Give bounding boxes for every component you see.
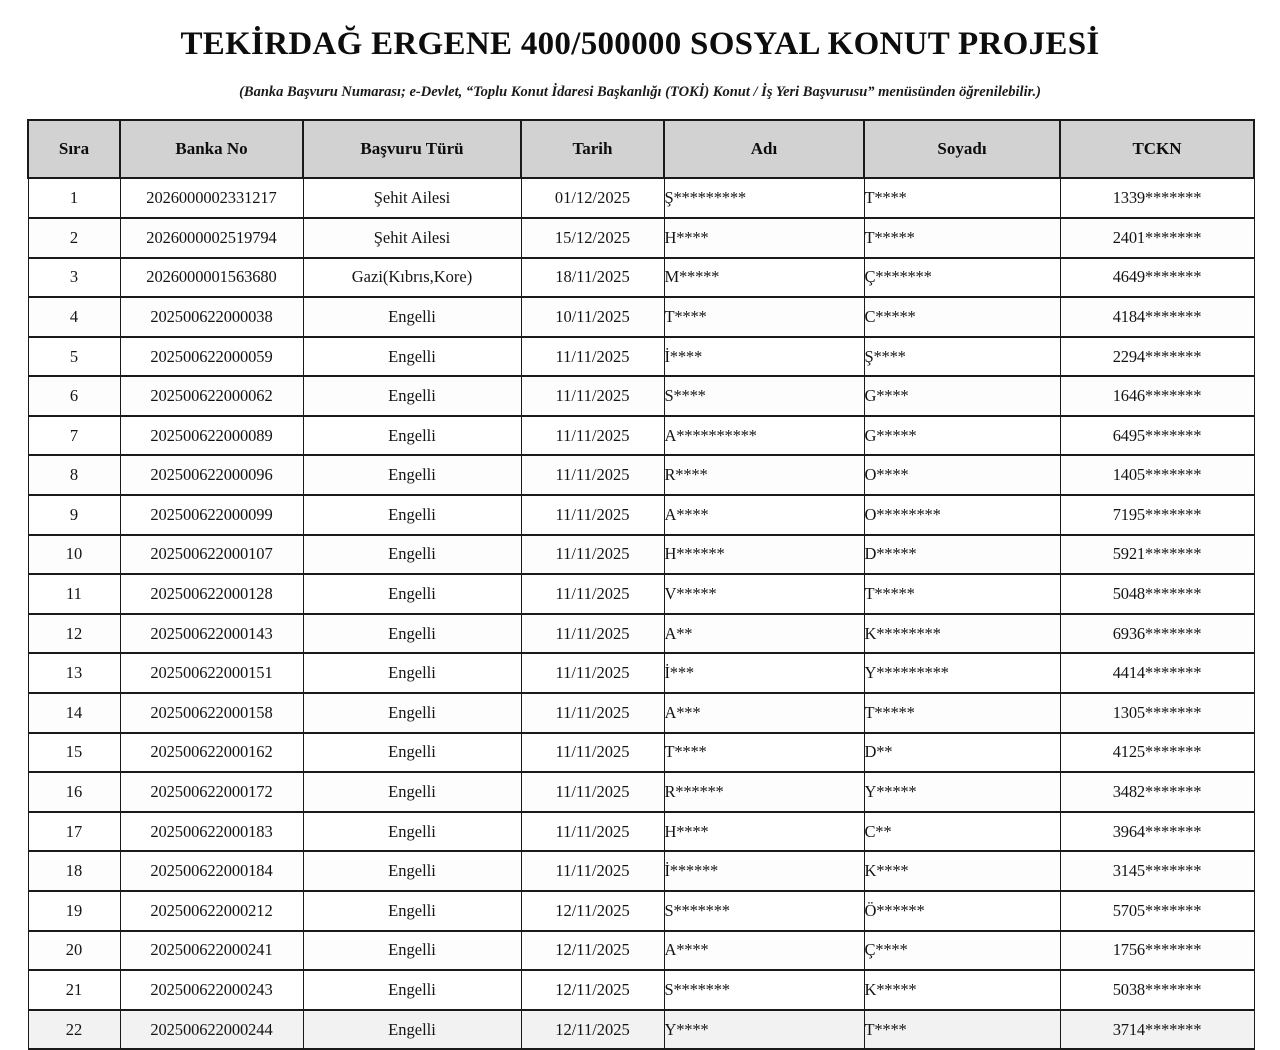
cell-sira: 9 [28,495,120,535]
cell-soyadi: Ç**** [864,931,1060,971]
cell-adi: V***** [664,574,864,614]
applicants-table [27,119,1255,1050]
column-header-soyadi: Soyadı [864,120,1060,178]
table-row [28,535,1254,575]
cell-tur: Engelli [303,574,521,614]
table-row [28,931,1254,971]
cell-tarih: 12/11/2025 [521,1010,664,1050]
cell-tckn: 4184******* [1060,297,1254,337]
cell-tarih: 11/11/2025 [521,337,664,377]
cell-tckn: 1646******* [1060,376,1254,416]
cell-tckn: 2401******* [1060,218,1254,258]
cell-soyadi: G***** [864,416,1060,456]
cell-soyadi: T**** [864,178,1060,218]
cell-tur: Engelli [303,653,521,693]
cell-banka: 202500622000184 [120,851,303,891]
cell-sira: 8 [28,455,120,495]
cell-banka: 2026000002519794 [120,218,303,258]
page-subtitle-note: (Banka Başvuru Numarası; e-Devlet, “Toplu Konut İdaresi Başkanlığı (TOKİ) Konut / İş Yeri Başvurusu” menüsünden öğrenilebilir.) [239,83,1041,100]
cell-tarih: 11/11/2025 [521,574,664,614]
cell-banka: 202500622000183 [120,812,303,852]
cell-sira: 15 [28,733,120,773]
cell-tur: Engelli [303,772,521,812]
cell-tckn: 3145******* [1060,851,1254,891]
cell-tarih: 11/11/2025 [521,653,664,693]
cell-sira: 16 [28,772,120,812]
table-header-row [28,120,1254,178]
cell-tarih: 12/11/2025 [521,891,664,931]
cell-tur: Engelli [303,535,521,575]
cell-soyadi: O**** [864,455,1060,495]
cell-banka: 202500622000107 [120,535,303,575]
cell-soyadi: D***** [864,535,1060,575]
table-row [28,1010,1254,1050]
table-row [28,891,1254,931]
table-row [28,416,1254,456]
cell-tur: Engelli [303,851,521,891]
column-header-sira: Sıra [28,120,120,178]
table-row [28,258,1254,298]
cell-tarih: 12/11/2025 [521,970,664,1010]
cell-sira: 7 [28,416,120,456]
cell-tarih: 10/11/2025 [521,297,664,337]
cell-sira: 13 [28,653,120,693]
table-row [28,218,1254,258]
cell-tur: Şehit Ailesi [303,178,521,218]
table-row [28,812,1254,852]
cell-banka: 202500622000059 [120,337,303,377]
cell-soyadi: C***** [864,297,1060,337]
cell-banka: 202500622000244 [120,1010,303,1050]
cell-adi: S**** [664,376,864,416]
cell-adi: A**** [664,495,864,535]
cell-tckn: 4125******* [1060,733,1254,773]
cell-soyadi: K******** [864,614,1060,654]
cell-soyadi: Ş**** [864,337,1060,377]
cell-tur: Engelli [303,495,521,535]
cell-soyadi: K***** [864,970,1060,1010]
cell-adi: H****** [664,535,864,575]
cell-banka: 202500622000143 [120,614,303,654]
cell-banka: 202500622000241 [120,931,303,971]
cell-tarih: 18/11/2025 [521,258,664,298]
cell-soyadi: O******** [864,495,1060,535]
column-header-adi: Adı [664,120,864,178]
cell-adi: T**** [664,733,864,773]
cell-tckn: 1756******* [1060,931,1254,971]
cell-adi: H**** [664,218,864,258]
cell-soyadi: Ç******* [864,258,1060,298]
cell-tur: Şehit Ailesi [303,218,521,258]
cell-adi: R****** [664,772,864,812]
page-title: TEKİRDAĞ ERGENE 400/500000 SOSYAL KONUT PROJESİ [180,26,1100,62]
cell-tckn: 4414******* [1060,653,1254,693]
cell-tur: Engelli [303,416,521,456]
cell-tckn: 5038******* [1060,970,1254,1010]
cell-tarih: 11/11/2025 [521,812,664,852]
cell-tarih: 11/11/2025 [521,851,664,891]
cell-adi: A** [664,614,864,654]
cell-tur: Engelli [303,891,521,931]
cell-banka: 202500622000162 [120,733,303,773]
cell-sira: 3 [28,258,120,298]
cell-adi: İ**** [664,337,864,377]
cell-tarih: 11/11/2025 [521,614,664,654]
cell-soyadi: T***** [864,218,1060,258]
cell-banka: 2026000002331217 [120,178,303,218]
cell-adi: S******* [664,891,864,931]
cell-tckn: 6936******* [1060,614,1254,654]
cell-tarih: 12/11/2025 [521,931,664,971]
cell-adi: T**** [664,297,864,337]
table-row [28,733,1254,773]
cell-tarih: 01/12/2025 [521,178,664,218]
cell-tarih: 11/11/2025 [521,495,664,535]
cell-sira: 18 [28,851,120,891]
cell-soyadi: K**** [864,851,1060,891]
cell-tckn: 3964******* [1060,812,1254,852]
cell-adi: A********** [664,416,864,456]
cell-banka: 2026000001563680 [120,258,303,298]
cell-tur: Engelli [303,376,521,416]
cell-soyadi: Y********* [864,653,1060,693]
cell-tur: Engelli [303,337,521,377]
cell-tur: Engelli [303,931,521,971]
cell-banka: 202500622000089 [120,416,303,456]
cell-adi: Y**** [664,1010,864,1050]
column-header-tarih: Tarih [521,120,664,178]
column-header-tckn: TCKN [1060,120,1254,178]
cell-tur: Engelli [303,733,521,773]
cell-adi: Ş********* [664,178,864,218]
table-row [28,970,1254,1010]
cell-sira: 11 [28,574,120,614]
table-row [28,495,1254,535]
cell-tckn: 6495******* [1060,416,1254,456]
cell-tckn: 2294******* [1060,337,1254,377]
cell-tarih: 11/11/2025 [521,693,664,733]
cell-adi: H**** [664,812,864,852]
cell-tur: Gazi(Kıbrıs,Kore) [303,258,521,298]
cell-sira: 10 [28,535,120,575]
cell-tckn: 3714******* [1060,1010,1254,1050]
cell-adi: A*** [664,693,864,733]
cell-tarih: 11/11/2025 [521,772,664,812]
cell-adi: M***** [664,258,864,298]
cell-soyadi: Ö****** [864,891,1060,931]
table-row [28,693,1254,733]
table-row [28,178,1254,218]
cell-soyadi: T**** [864,1010,1060,1050]
cell-banka: 202500622000128 [120,574,303,614]
cell-sira: 6 [28,376,120,416]
cell-tckn: 1339******* [1060,178,1254,218]
cell-tarih: 15/12/2025 [521,218,664,258]
table-row [28,297,1254,337]
cell-adi: İ****** [664,851,864,891]
cell-sira: 14 [28,693,120,733]
cell-soyadi: T***** [864,693,1060,733]
table-body [28,178,1254,1049]
table-row [28,376,1254,416]
cell-soyadi: G**** [864,376,1060,416]
cell-tarih: 11/11/2025 [521,416,664,456]
cell-banka: 202500622000096 [120,455,303,495]
cell-tur: Engelli [303,812,521,852]
cell-soyadi: T***** [864,574,1060,614]
cell-banka: 202500622000062 [120,376,303,416]
table-row [28,574,1254,614]
cell-banka: 202500622000099 [120,495,303,535]
cell-tarih: 11/11/2025 [521,733,664,773]
cell-sira: 19 [28,891,120,931]
cell-tckn: 1305******* [1060,693,1254,733]
cell-adi: İ*** [664,653,864,693]
column-header-banka-no: Banka No [120,120,303,178]
cell-banka: 202500622000172 [120,772,303,812]
table-header [28,120,1254,178]
applicants-table-container [27,119,1253,1050]
cell-tckn: 5048******* [1060,574,1254,614]
cell-sira: 21 [28,970,120,1010]
cell-tur: Engelli [303,970,521,1010]
cell-adi: A**** [664,931,864,971]
table-row [28,851,1254,891]
cell-tckn: 4649******* [1060,258,1254,298]
cell-tarih: 11/11/2025 [521,535,664,575]
cell-sira: 4 [28,297,120,337]
table-row [28,614,1254,654]
cell-soyadi: Y***** [864,772,1060,812]
cell-sira: 1 [28,178,120,218]
cell-soyadi: C** [864,812,1060,852]
table-row [28,772,1254,812]
cell-banka: 202500622000212 [120,891,303,931]
cell-sira: 12 [28,614,120,654]
table-row [28,337,1254,377]
cell-tur: Engelli [303,614,521,654]
cell-sira: 17 [28,812,120,852]
cell-tarih: 11/11/2025 [521,455,664,495]
cell-tur: Engelli [303,1010,521,1050]
cell-adi: R**** [664,455,864,495]
column-header-basvuru-turu: Başvuru Türü [303,120,521,178]
cell-sira: 22 [28,1010,120,1050]
cell-tarih: 11/11/2025 [521,376,664,416]
cell-adi: S******* [664,970,864,1010]
table-row [28,455,1254,495]
cell-tckn: 3482******* [1060,772,1254,812]
cell-soyadi: D** [864,733,1060,773]
cell-banka: 202500622000158 [120,693,303,733]
cell-banka: 202500622000038 [120,297,303,337]
table-row [28,653,1254,693]
cell-sira: 2 [28,218,120,258]
cell-tckn: 5921******* [1060,535,1254,575]
cell-banka: 202500622000151 [120,653,303,693]
cell-tur: Engelli [303,297,521,337]
cell-tur: Engelli [303,455,521,495]
cell-sira: 5 [28,337,120,377]
cell-sira: 20 [28,931,120,971]
cell-tur: Engelli [303,693,521,733]
cell-tckn: 5705******* [1060,891,1254,931]
cell-tckn: 7195******* [1060,495,1254,535]
cell-banka: 202500622000243 [120,970,303,1010]
cell-tckn: 1405******* [1060,455,1254,495]
